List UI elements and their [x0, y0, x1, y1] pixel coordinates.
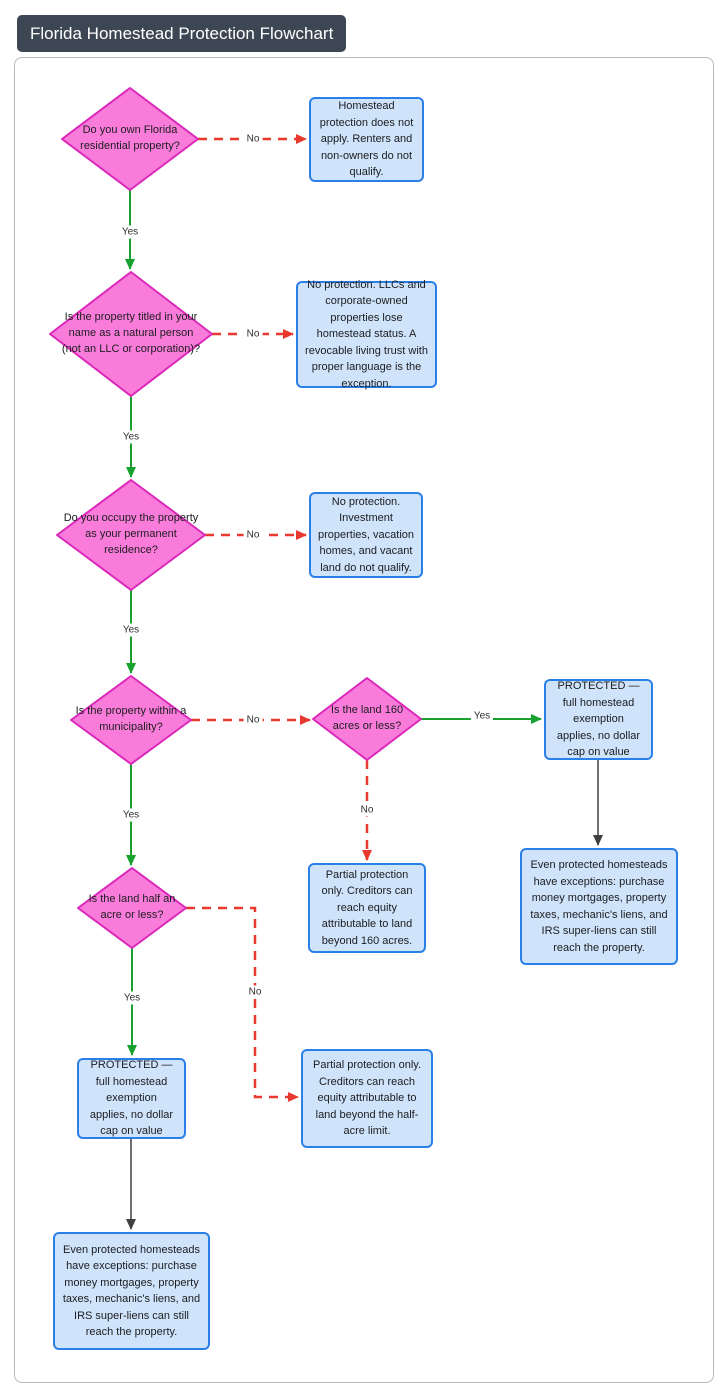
- result-partial-160-label: Partial protection only. Creditors can reach equity attributable to land beyond 160 acres.: [321, 868, 413, 947]
- edge-label-occupy-yes: Yes: [120, 624, 142, 637]
- decision-own-property-label: Do you own Florida residential property?: [80, 124, 180, 152]
- decision-half-acre-label: Is the land half an acre or less?: [88, 893, 176, 921]
- edge-half-no-arrow: [186, 908, 298, 1097]
- result-partial-half-label: Partial protection only. Creditors can reach equity attributable to land beyond the half-acre limit.: [312, 1059, 422, 1138]
- result-exceptions-half-label: Even protected homesteads have exceptions: purchase money mortgages, property taxes, mechanic's liens, and IRS super-liens can still reach the property.: [62, 1243, 201, 1338]
- decision-municipality-label: Is the property within a municipality?: [75, 705, 187, 733]
- result-renters: [309, 97, 424, 182]
- decision-permanent-residence: [57, 480, 205, 590]
- decision-titled-natural-person-label: Is the property titled in your name as a natural person (not an LLC or corporation)?: [61, 311, 201, 355]
- edge-label-half-no: No: [246, 986, 265, 999]
- decision-titled-natural-person: [50, 272, 212, 396]
- edge-label-occupy-no: No: [244, 529, 263, 542]
- edge-label-160-yes: Yes: [471, 710, 493, 723]
- edge-label-muni-no: No: [244, 714, 263, 727]
- decision-municipality: [71, 676, 191, 764]
- edge-label-own-no: No: [244, 133, 263, 146]
- result-partial-half: [301, 1049, 433, 1148]
- page-title: Florida Homestead Protection Flowchart: [17, 15, 346, 52]
- result-protected-half: [77, 1058, 186, 1139]
- decision-half-acre: [78, 868, 186, 948]
- edge-label-muni-yes: Yes: [120, 809, 142, 822]
- decision-own-property: [62, 88, 198, 190]
- result-partial-160: [308, 863, 426, 953]
- decision-permanent-residence-label: Do you occupy the property as your permanent residence?: [63, 512, 199, 556]
- result-investment: [309, 492, 423, 578]
- result-exceptions-acreage: [520, 848, 678, 965]
- result-exceptions-acreage-label: Even protected homesteads have exceptions: purchase money mortgages, property taxes, mechanic's liens, and IRS super-liens can still reach the property.: [530, 859, 668, 954]
- result-protected-acreage-label: PROTECTED — full homestead exemption applies, no dollar cap on value: [556, 680, 641, 759]
- edge-label-own-yes: Yes: [119, 226, 141, 239]
- result-protected-half-label: PROTECTED — full homestead exemption applies, no dollar cap on value: [89, 1059, 174, 1138]
- decision-160-acres-label: Is the land 160 acres or less?: [330, 704, 404, 732]
- edge-label-title-yes: Yes: [120, 431, 142, 444]
- result-protected-acreage: [544, 679, 653, 760]
- result-renters-label: Homestead protection does not apply. Renters and non-owners do not qualify.: [319, 100, 414, 179]
- edge-label-title-no: No: [244, 328, 263, 341]
- result-llc: [296, 278, 437, 390]
- result-investment-label: No protection. Investment properties, vacation homes, and vacant land do not qualify.: [318, 495, 414, 574]
- result-llc-label: No protection. LLCs and corporate-owned properties lose homestead status. A revocable living trust with proper language is the exception.: [305, 278, 428, 390]
- edge-label-160-no: No: [358, 804, 377, 817]
- decision-160-acres: [313, 678, 421, 760]
- edge-label-half-yes: Yes: [121, 992, 143, 1005]
- result-exceptions-half: [53, 1232, 210, 1350]
